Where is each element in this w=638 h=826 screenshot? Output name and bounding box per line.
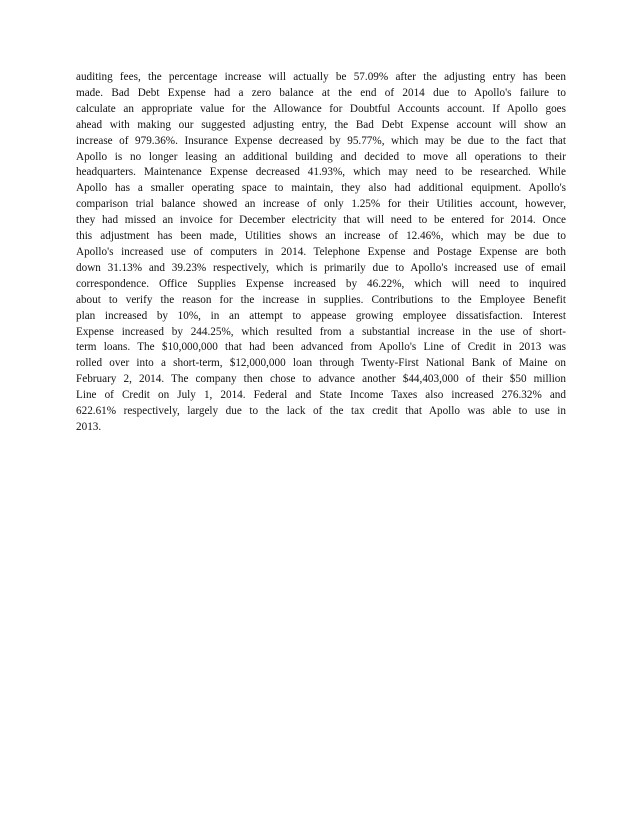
text-line: 2013.	[76, 420, 102, 433]
text-line: increase of 979.36%. Insurance Expense decreased by 95.77%, which may be due to the fact that	[76, 134, 566, 147]
text-line: correspondence. Office Supplies Expense increased by 46.22%, which will need to inquired	[76, 277, 566, 290]
text-line: Expense increased by 244.25%, which resulted from a substantial increase in the use of short-	[76, 325, 566, 338]
text-line: ahead with making our suggested adjusting entry, the Bad Debt Expense account will show an	[76, 118, 566, 131]
text-line: down 31.13% and 39.23% respectively, which is primarily due to Apollo's increased use of email	[76, 261, 566, 274]
body-paragraph	[76, 70, 566, 436]
text-line: 622.61% respectively, largely due to the lack of the tax credit that Apollo was able to use in	[76, 405, 566, 418]
text-line: made. Bad Debt Expense had a zero balance at the end of 2014 due to Apollo's failure to	[76, 86, 566, 99]
text-line: they had missed an invoice for December electricity that will need to be entered for 2014. Once	[76, 214, 566, 227]
text-line: Apollo has a smaller operating space to maintain, they also had additional equipment. Apollo's	[76, 182, 566, 195]
text-line: this adjustment has been made, Utilities shows an increase of 12.46%, which may be due to	[76, 230, 566, 243]
text-line: rolled over into a short-term, $12,000,000 loan through Twenty-First National Bank of Maine on	[76, 357, 566, 370]
text-line: auditing fees, the percentage increase will actually be 57.09% after the adjusting entry has been	[76, 71, 566, 83]
text-line: Apollo's increased use of computers in 2014. Telephone Expense and Postage Expense are both	[76, 245, 566, 258]
text-line: February 2, 2014. The company then chose to advance another $44,403,000 of their $50 million	[76, 373, 566, 386]
text-line: Apollo is no longer leasing an additional building and decided to move all operations to their	[76, 150, 566, 163]
text-line: comparison trial balance showed an increase of only 1.25% for their Utilities account, however,	[76, 198, 566, 211]
text-line: headquarters. Maintenance Expense decreased 41.93%, which may need to be researched. While	[76, 166, 566, 179]
text-line: about to verify the reason for the increase in supplies. Contributions to the Employee Benefit	[76, 293, 566, 306]
text-line: plan increased by 10%, in an attempt to appease growing employee dissatisfaction. Interest	[76, 309, 566, 322]
text-line: Line of Credit on July 1, 2014. Federal and State Income Taxes also increased 276.32% and	[76, 389, 566, 402]
text-line: calculate an appropriate value for the Allowance for Doubtful Accounts account. If Apollo goes	[76, 102, 566, 115]
text-line: term loans. The $10,000,000 that had been advanced from Apollo's Line of Credit in 2013 was	[76, 341, 566, 354]
